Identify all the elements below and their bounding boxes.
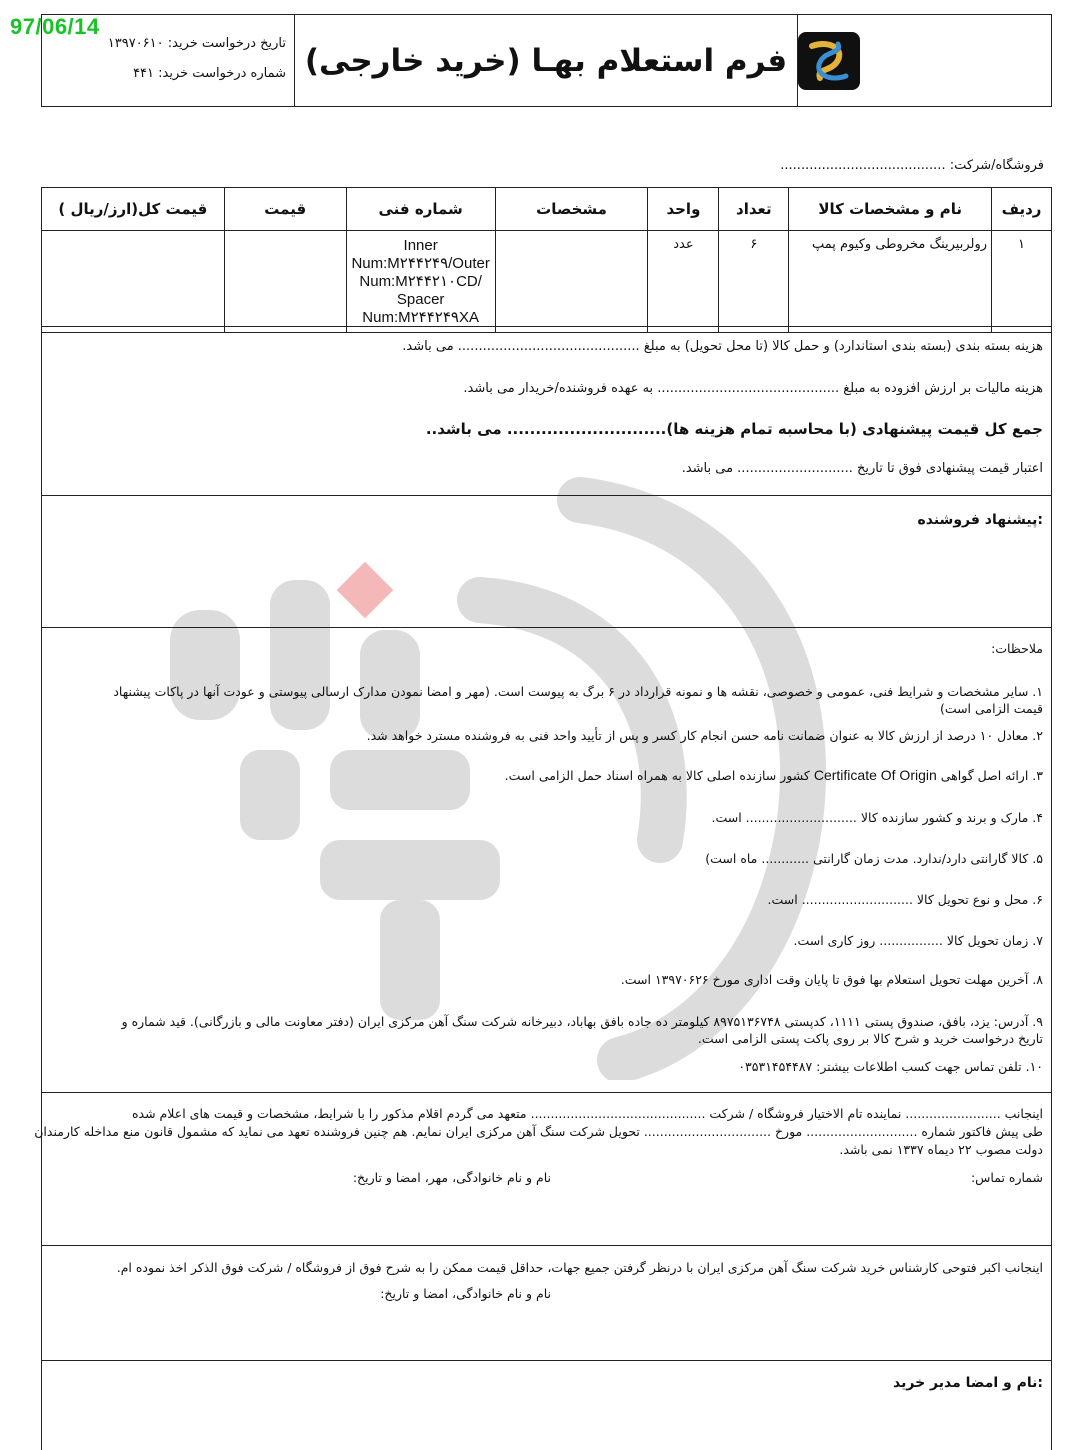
cell-total[interactable]: [42, 231, 225, 333]
commit-line-1: اینجانب ........................ نماینده تام الاختیار فروشگاه / شرکت ............................................ متعهد می گردم اقلام مذکور را با شرایط، مشخصات و قیمت های اعلام شده: [132, 1106, 1043, 1121]
cell-qty: ۶: [719, 231, 789, 333]
notes-title: ملاحظات:: [991, 641, 1043, 656]
contact-number-label: شماره تماس:: [970, 1170, 1043, 1185]
table-header-row: [42, 188, 1052, 231]
seller-offer-section: [41, 495, 1052, 628]
note-10: ۱۰. تلفن تماس جهت کسب اطلاعات بیشتر: ۰۳۵۳۱۴۵۴۴۸۷: [738, 1059, 1043, 1074]
note-5: ۵. کالا گارانتی دارد/ندارد. مدت زمان گارانتی ............ ماه است): [705, 851, 1043, 866]
buyer-sign-label: نام و نام خانوادگی، امضا و تاریخ:: [380, 1286, 551, 1301]
col-header-qty: تعداد: [719, 188, 789, 231]
manager-sign-label: نام و امضا مدیر خرید:: [893, 1375, 1043, 1391]
buyer-section: [41, 1245, 1052, 1361]
header: [41, 14, 1052, 107]
company-logo-icon: [798, 32, 860, 90]
tech-line: Spacer: [396, 291, 445, 308]
seller-offer-label: پیشنهاد فروشنده:: [917, 512, 1043, 528]
cell-unit: عدد: [648, 231, 719, 333]
title-cell: [294, 15, 797, 106]
tech-line: Num:M۲۴۴۲۱۰CD/: [359, 273, 482, 290]
note-7: ۷. زمان تحویل کالا ................ روز کاری است.: [793, 933, 1043, 948]
vat-line: هزینه مالیات بر ارزش افزوده به مبلغ ............................................ به عهده فروشنده/خریدار می باشد.: [463, 381, 1043, 396]
commit-line-3: دولت مصوب ۲۲ دیماه ۱۳۳۷ نمی باشد.: [839, 1142, 1043, 1157]
note-4: ۴. مارک و برند و کشور سازنده کالا ............................ است.: [711, 810, 1043, 825]
col-header-total: قیمت کل(ارز/ریال ): [42, 188, 225, 231]
col-header-row: ردیف: [992, 188, 1052, 231]
request-number: شماره درخواست خرید: ۴۴۱: [133, 66, 286, 81]
cell-row: ۱: [992, 231, 1052, 333]
shop-company-line: فروشگاه/شرکت: ........................................: [780, 158, 1044, 173]
col-header-name: نام و مشخصات کالا: [789, 188, 992, 231]
col-header-spec: مشخصات: [495, 188, 648, 231]
validity-line: اعتبار قیمت پیشنهادی فوق تا تاریخ ............................ می باشد.: [681, 461, 1043, 476]
tech-line: Inner: [403, 237, 438, 254]
note-8: ۸. آخرین مهلت تحویل استعلام بها فوق تا پایان وقت اداری مورخ ۱۳۹۷۰۶۲۶ است.: [620, 972, 1043, 987]
cell-price[interactable]: [224, 231, 346, 333]
note-1b: قیمت الزامی است): [939, 701, 1043, 716]
col-header-unit: واحد: [648, 188, 719, 231]
cell-tech: [346, 231, 495, 333]
note-6: ۶. محل و نوع تحویل کالا ............................ است.: [767, 892, 1043, 907]
date-stamp: 97/06/14: [10, 14, 100, 39]
buyer-line-1: اینجانب اکبر فتوحی کارشناس خرید شرکت سنگ آهن مرکزی ایران با درنظر گرفتن جمیع جهات، حداقل قیمت ممکن را به شرح فوق از فروشگاه / شرکت فوق الذکر اخذ نموده ام.: [116, 1260, 1043, 1275]
cell-name: رولربیرینگ مخروطی وکیوم پمپ: [789, 231, 992, 333]
costs-section: [41, 326, 1052, 496]
table-row: [42, 231, 1052, 333]
packing-cost-line: هزینه بسته بندی (بسته بندی استاندارد) و حمل کالا (تا محل تحویل) به مبلغ ............................................ می باشد.: [402, 339, 1043, 354]
tech-line: Num:M۲۴۴۲۴۹/Outer: [351, 255, 490, 272]
seller-sign-label: نام و نام خانوادگی، مهر، امضا و تاریخ:: [352, 1170, 551, 1185]
total-price-line: جمع کل قیمت پیشنهادی (با محاسبه تمام هزینه ها)............................ می باشد..: [425, 420, 1043, 438]
col-header-tech: شماره فنی: [346, 188, 495, 231]
logo-cell: [797, 15, 1051, 106]
seller-commitment-section: [34, 1092, 1052, 1246]
note-9b: تاریخ درخواست خرید و شرح کالا بر روی پاکت پستی الزامی است.: [697, 1031, 1043, 1046]
tech-line: Num:M۲۴۴۲۴۹XA: [362, 309, 479, 326]
note-3-pre: ۳. ارائه اصل گواهی: [940, 768, 1043, 783]
note-3: [72, 767, 1043, 784]
cell-spec[interactable]: [495, 231, 648, 333]
note-1a: ۱. سایر مشخصات و شرایط فنی، عمومی و خصوصی، نقشه ها و نمونه قرارداد در ۶ برگ به پیوست است. (مهر و امضا نمودن مدارک ارسالی پیوستی و عودت آنها در پاکات پیشنهاد: [113, 684, 1043, 699]
notes-section: [41, 627, 1052, 1093]
note-9a: ۹. آدرس: یزد، بافق، صندوق پستی ۱۱۱۱، کدپستی ۸۹۷۵۱۳۶۷۴۸ کیلومتر ده جاده بافق بهاباد، دبیرخانه شرکت سنگ آهن مرکزی ایران (دفتر معاونت مالی و بازرگانی). قید شماره و: [121, 1014, 1043, 1029]
note-3-post: کشور سازنده اصلی کالا به همراه اسناد حمل الزامی است.: [504, 768, 810, 783]
request-date: تاریخ درخواست خرید: ۱۳۹۷۰۶۱۰: [107, 36, 286, 51]
items-table: [41, 187, 1052, 333]
note-3-en: Certificate Of Origin: [813, 767, 937, 783]
commit-line-2: طی پیش فاکتور شماره ............................ مورخ ................................ تحویل شرکت سنگ آهن مرکزی ایران نمایم. هم چنین فروشنده تعهد می نماید که مشمول قانون منع مداخله کارمندان: [34, 1124, 1043, 1139]
note-2: ۲. معادل ۱۰ درصد از ارزش کالا به عنوان ضمانت نامه حسن انجام کار کسر و پس از تأیید واحد فنی به فروشنده مسترد خواهد شد.: [366, 728, 1043, 743]
form-title: فرم استعلام بهـا (خرید خارجی): [304, 42, 788, 79]
col-header-price: قیمت: [224, 188, 346, 231]
